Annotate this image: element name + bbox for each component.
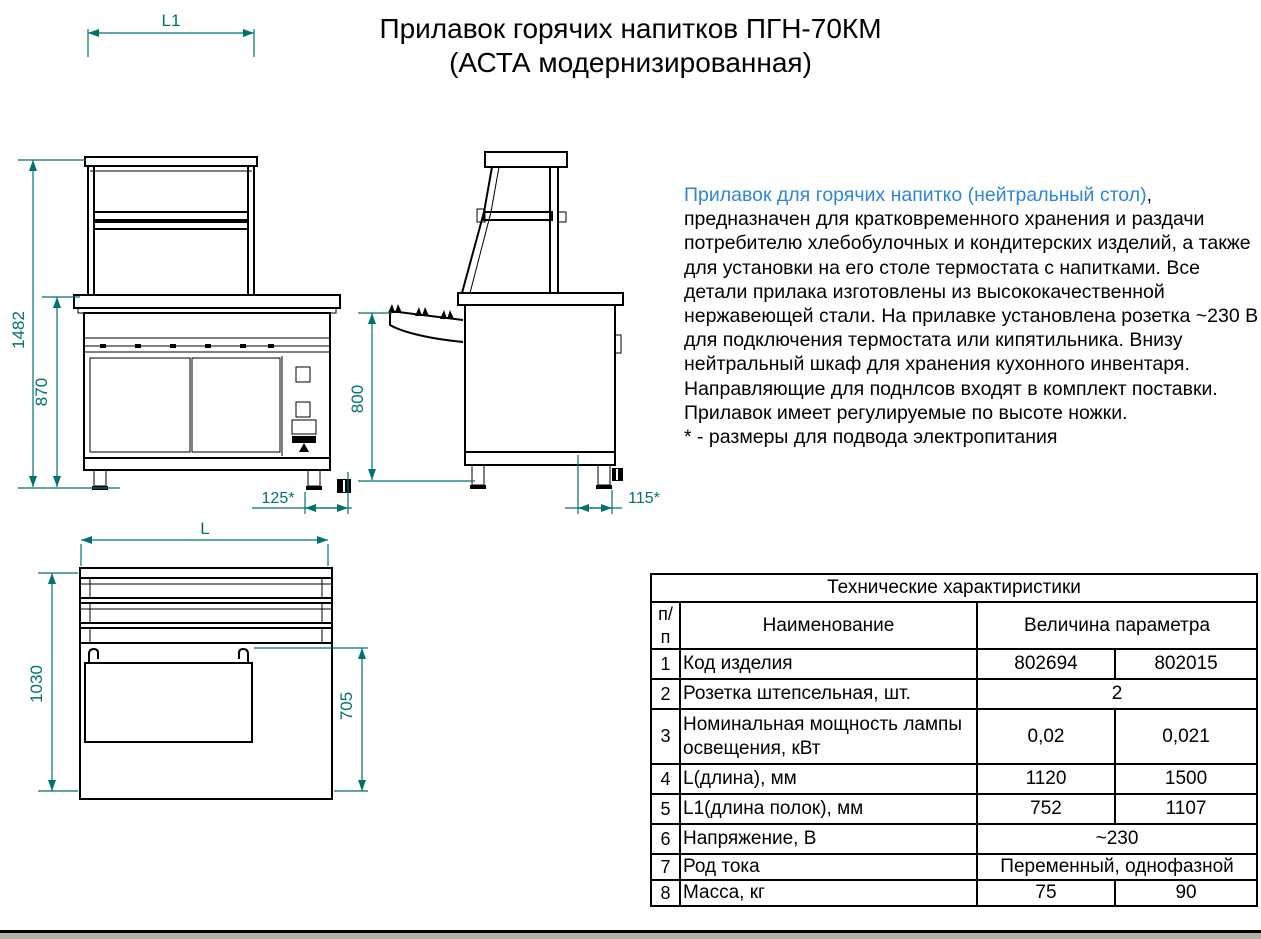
description-body-text: , предназначен для кратковременного хранения и раздачи потребителю хлебобулочных и кондитерских изделий, а также для установки на его столе термостата с напитками. Все детали прилака изготовлены из высококачественной нержавеющей стали. На прилавке установлена розетка ~230 В для подключения термостата или кипятильника. Внизу нейтральный шкаф для хранения кухонного инвентаря. Направляющие для поднлсов входят в комплект поставки. Прилавок имеет регулируемые по высоте ножки.: [684, 184, 1259, 424]
row-value-1: 752: [977, 794, 1115, 824]
row-value-merged: ~230: [977, 824, 1257, 854]
plan-length-dim: L: [200, 519, 210, 538]
table-title: Технические характиристики: [651, 574, 1257, 602]
product-description: [684, 183, 1261, 449]
row-value-merged: Переменный, однофазной: [977, 854, 1257, 880]
side-height-dim: 800: [348, 384, 367, 414]
tray-slide-clamps: [388, 304, 454, 319]
footnote-power-sizes: * - размеры для подвода электропитания: [684, 426, 1058, 449]
row-value-2: 1107: [1115, 794, 1257, 824]
side-view-drawing: [348, 152, 660, 514]
front-view-drawing: [9, 11, 352, 514]
specs-table: [650, 573, 1258, 907]
switch-button: [296, 367, 310, 382]
row-num: 6: [651, 824, 680, 854]
row-name: L(длина), мм: [680, 764, 977, 794]
switch-button: [296, 402, 310, 417]
row-value-merged: 2: [977, 679, 1257, 709]
front-counter-height-dim: 870: [32, 377, 51, 407]
page-title-line2: (АСТА модернизированная): [449, 47, 812, 78]
table-header-row: [651, 602, 1257, 649]
table-row: [651, 709, 1257, 764]
row-value-1: 1120: [977, 764, 1115, 794]
table-title-row: [651, 574, 1257, 602]
table-row: [651, 649, 1257, 679]
row-num: 2: [651, 679, 680, 709]
page-title-line1: Прилавок горячих напитков ПГН-70КМ: [379, 13, 882, 44]
table-row: [651, 794, 1257, 824]
row-value-2: 1500: [1115, 764, 1257, 794]
right-door: [192, 358, 280, 452]
side-power-offset-dim: 115*: [628, 490, 660, 507]
description-paragraph: [684, 183, 1261, 425]
row-num: 7: [651, 854, 680, 880]
row-name: Розетка штепсельная, шт.: [680, 679, 977, 709]
left-door: [90, 358, 190, 452]
table-row: [651, 824, 1257, 854]
row-value-2: 802015: [1115, 649, 1257, 679]
row-value-2: 90: [1115, 880, 1257, 906]
plan-depth-total-dim: 1030: [27, 665, 46, 703]
table-row: [651, 880, 1257, 906]
table-row: [651, 854, 1257, 880]
plan-view-drawing: [27, 519, 368, 799]
row-value-2: 0,021: [1115, 709, 1257, 764]
front-power-offset-dim: 125*: [261, 490, 295, 507]
row-name: Код изделия: [680, 649, 977, 679]
row-name: L1(длина полок), мм: [680, 794, 977, 824]
col-header-num: п/п: [651, 602, 680, 649]
description-lead-link: Прилавок для горячих напитко (нейтральный стол): [684, 184, 1147, 206]
row-value-1: 802694: [977, 649, 1115, 679]
row-num: 5: [651, 794, 680, 824]
row-name: Масса, кг: [680, 880, 977, 906]
col-header-value: Величина параметра: [977, 602, 1257, 649]
row-num: 3: [651, 709, 680, 764]
socket-outlet: [292, 420, 316, 434]
row-value-1: 75: [977, 880, 1115, 906]
table-row: [651, 764, 1257, 794]
row-name: Номинальная мощность лампы освещения, кВт: [680, 709, 977, 764]
plan-depth-inner-dim: 705: [337, 691, 356, 721]
row-num: 4: [651, 764, 680, 794]
front-total-height-dim: 1482: [9, 311, 28, 349]
row-name: Род тока: [680, 854, 977, 880]
col-header-name: Наименование: [680, 602, 977, 649]
front-shelf-length-dim: L1: [161, 11, 181, 30]
row-num: 1: [651, 649, 680, 679]
row-num: 8: [651, 880, 680, 906]
row-name: Напряжение, В: [680, 824, 977, 854]
window-bottom-bar: [0, 930, 1261, 939]
row-value-1: 0,02: [977, 709, 1115, 764]
table-row: [651, 679, 1257, 709]
